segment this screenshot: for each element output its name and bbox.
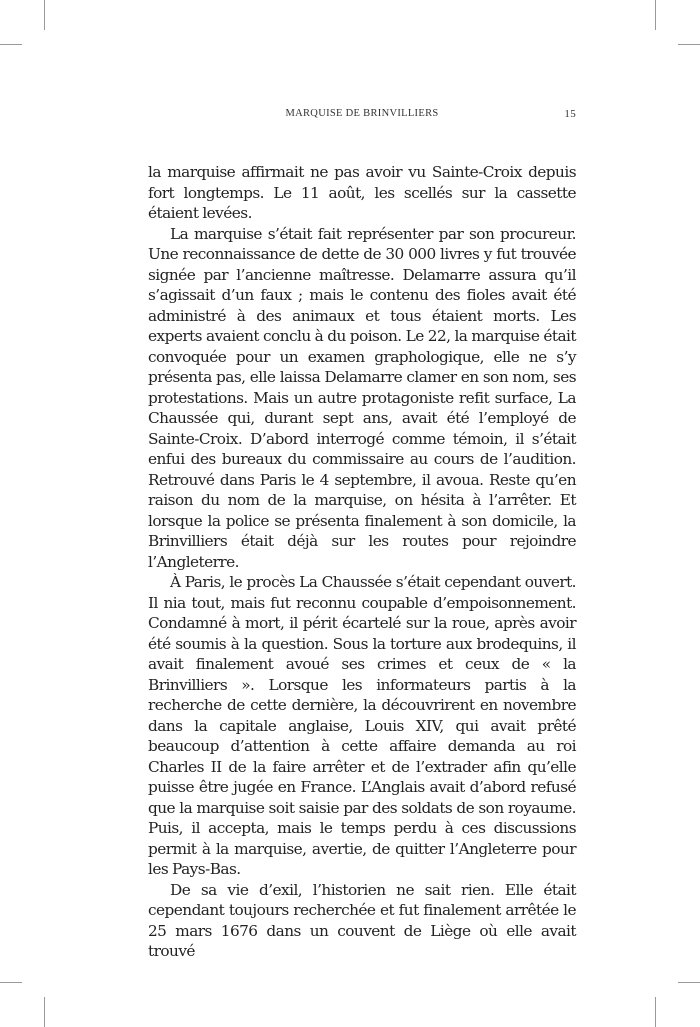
paragraph: La marquise s’était fait représenter par son procureur. Une reconnaissance de dette de 30 000 livres y fut trouvée signée par l’ancienne maîtresse. Delamarre assura qu’il s’agissait d’un faux ; mais le contenu des fioles avait été administré à des animaux et tous étaient morts. Les experts avaient conclu à du poison. Le 22, la marquise était convoquée pour un examen graphologique, elle ne s’y présenta pas, elle laissa Delamarre clamer en son nom, ses protestations. Mais un autre protagoniste refit surface, La Chaussée qui, durant sept ans, avait été l’employé de Sainte-Croix. D’abord interrogé comme témoin, il s’était enfui des bureaux du commissaire au cours de l’audition. Retrouvé dans Paris le 4 septembre, il avoua. Reste qu’en raison du nom de la marquise, on hésita à l’arrêter. Et lorsque la police se présenta finalement à son domicile, la Brinvilliers était déjà sur les routes pour rejoindre l’Angleterre. <box>148 224 576 571</box>
crop-mark-top-right <box>655 0 656 30</box>
crop-mark-right-bottom <box>678 982 700 983</box>
crop-mark-bottom-right <box>655 997 656 1027</box>
paragraph: la marquise affirmait ne pas avoir vu Sainte-Croix depuis fort longtemps. Le 11 août, les scellés sur la cassette étaient levées. <box>148 163 576 222</box>
crop-mark-right-top <box>678 44 700 45</box>
paragraph: À Paris, le procès La Chaussée s’était cependant ouvert. Il nia tout, mais fut reconnu coupable d’empoisonnement. Condamné à mort, il périt écartelé sur la roue, après avoir été soumis à la question. Sous la torture aux brodequins, il avait finalement avoué ses crimes et ceux de « la Brinvilliers ». Lorsque les informateurs partis à la recherche de cette dernière, la découvrirent en novembre dans la capitale anglaise, Louis XIV, qui avait prêté beaucoup d’attention à cette affaire demanda au roi Charles II de la faire arrêter et de l’extrader afin qu’elle puisse être jugée en France. L’Anglais avait d’abord refusé que la marquise soit saisie par des soldats de son royaume. Puis, il accepta, mais le temps perdu à ces discussions permit à la marquise, avertie, de quitter l’Angleterre pour les Pays-Bas. <box>148 573 576 878</box>
crop-mark-left-top <box>0 44 22 45</box>
body-text <box>148 162 576 962</box>
crop-mark-left-bottom <box>0 982 22 983</box>
page-number: 15 <box>564 108 576 120</box>
paragraph: De sa vie d’exil, l’historien ne sait rien. Elle était cependant toujours recherchée et fut finalement arrêtée le 25 mars 1676 dans un couvent de Liège où elle avait trouvé <box>148 880 576 960</box>
running-head-title: MARQUISE DE BRINVILLIERS <box>285 108 439 119</box>
crop-mark-bottom-left <box>44 997 45 1027</box>
crop-mark-top-left <box>44 0 45 30</box>
